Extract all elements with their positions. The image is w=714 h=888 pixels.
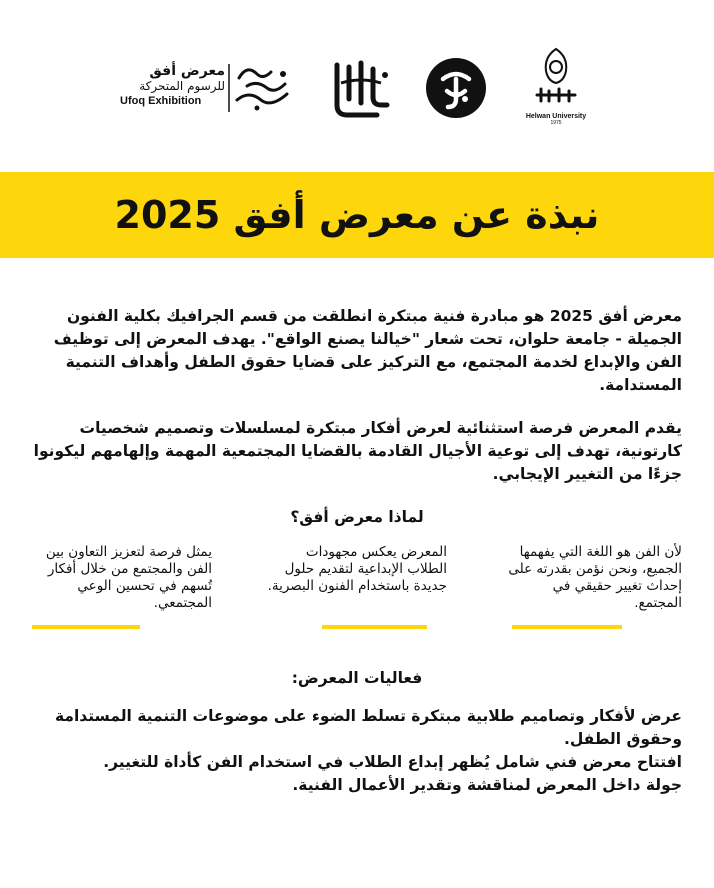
page-title: نبذة عن معرض أفق 2025 bbox=[114, 193, 600, 237]
ufoq-logo-line2: للرسوم المتحركة bbox=[139, 79, 225, 93]
helwan-year: 1975 bbox=[550, 120, 562, 126]
title-banner bbox=[0, 172, 714, 258]
yellow-divider bbox=[322, 625, 427, 629]
list-item: عرض لأفكار وتصاميم طلابية مبتكرة تسلط الضوء على موضوعات التنمية المستدامة وحقوق الطفل. bbox=[54, 707, 682, 748]
helwan-name-en: Helwan University bbox=[525, 113, 587, 120]
intro-paragraph-2: يقدم المعرض فرصة استثنائية لعرض أفكار مبتكرة لمسلسلات وتصميم شخصيات كارتونية، تهدف إلى توعية الأجيال القادمة بالقضايا المجتمعية المهمة وإلهامهم ليكونوا جزءًا من التغيير الإيجابي. bbox=[33, 419, 682, 483]
list-item: افتتاح معرض فني شامل يُظهر إبداع الطلاب في استخدام الفن كأداة للتغيير. bbox=[103, 753, 682, 771]
why-column-text: لأن الفن هو اللغة التي يفهمها الجميع، ونحن نؤمن بقدرته على إحداث تغيير حقيقي في المجتمع. bbox=[508, 544, 682, 611]
why-column-1 bbox=[502, 544, 682, 629]
main-content bbox=[32, 305, 682, 797]
ufoq-calligraphy-icon bbox=[227, 60, 297, 119]
qalam-calligraphy-icon bbox=[327, 55, 397, 129]
why-column-text: يمثل فرصة لتعزيز التعاون بين الفن والمجتمع من خلال أفكار تُسهم في تحسين الوعي المجتمعي. bbox=[45, 544, 212, 611]
ufoq-logo-text bbox=[120, 63, 225, 109]
why-column-3 bbox=[32, 544, 212, 629]
helwan-university-logo bbox=[518, 45, 594, 126]
logo-strip bbox=[120, 45, 594, 140]
why-columns bbox=[32, 544, 682, 629]
why-column-text: المعرض يعكس مجهودات الطلاب الإبداعية لتقديم حلول جديدة باستخدام الفنون البصرية. bbox=[267, 544, 447, 594]
helwan-university-seal-icon bbox=[531, 45, 581, 109]
intro-paragraph-1: معرض أفق 2025 هو مبادرة فنية مبتكرة انطلقت من قسم الجرافيك بكلية الفنون الجميلة - جامعة حلوان، تحت شعار "خيالنا يصنع الواقع". يهدف المعرض إلى توظيف الفن والإبداع لخدمة المجتمع، مع التركيز على قضايا حقوق الطفل وأهداف التنمية المستدامة. bbox=[53, 307, 682, 394]
events-heading: فعاليات المعرض: bbox=[291, 669, 423, 687]
yellow-divider bbox=[512, 625, 622, 629]
why-column-2 bbox=[267, 544, 447, 629]
events-list bbox=[32, 705, 682, 797]
list-item: جولة داخل المعرض لمناقشة وتقدير الأعمال الفنية. bbox=[292, 776, 682, 794]
ufoq-logo-line1: معرض أفق bbox=[149, 63, 225, 79]
yellow-divider bbox=[32, 625, 140, 629]
ufoq-logo-line3: Ufoq Exhibition bbox=[120, 95, 202, 107]
why-heading: لماذا معرض أفق؟ bbox=[290, 508, 424, 526]
graphics-department-icon bbox=[425, 57, 487, 123]
